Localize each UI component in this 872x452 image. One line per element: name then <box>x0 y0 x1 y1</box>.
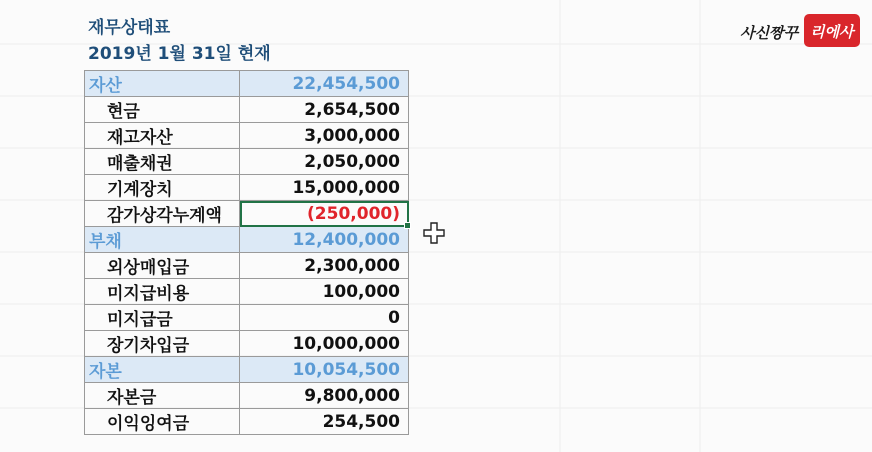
logo-text-dark: 사신짱꾸 <box>740 24 798 42</box>
row-label[interactable]: 미지급금 <box>85 305 240 331</box>
row-label[interactable]: 부채 <box>85 227 240 253</box>
row-label[interactable]: 현금 <box>85 97 240 123</box>
balance-sheet-table <box>84 70 409 435</box>
row-label[interactable]: 자본 <box>85 357 240 383</box>
row-label[interactable]: 미지급비용 <box>85 279 240 305</box>
row-value[interactable]: 100,000 <box>240 279 409 305</box>
row-label[interactable]: 감가상각누계액 <box>85 201 240 227</box>
row-value[interactable]: 2,050,000 <box>240 149 409 175</box>
table-row <box>85 279 409 305</box>
row-value[interactable]: 0 <box>240 305 409 331</box>
row-label[interactable]: 자본금 <box>85 383 240 409</box>
table-row <box>85 383 409 409</box>
row-value[interactable]: 9,800,000 <box>240 383 409 409</box>
table-row-section-equity <box>85 357 409 383</box>
row-label[interactable]: 자산 <box>85 71 240 97</box>
fill-handle[interactable] <box>404 222 411 229</box>
row-value[interactable]: 15,000,000 <box>240 175 409 201</box>
row-value[interactable]: 10,000,000 <box>240 331 409 357</box>
row-value[interactable]: 254,500 <box>240 409 409 435</box>
row-label[interactable]: 외상매입금 <box>85 253 240 279</box>
table-row <box>85 305 409 331</box>
sheet-date: 2019년 1월 31일 현재 <box>88 44 271 64</box>
selected-cell[interactable] <box>240 201 409 227</box>
table-row <box>85 253 409 279</box>
channel-logo <box>740 12 862 50</box>
table-row <box>85 97 409 123</box>
table-row <box>85 149 409 175</box>
row-label[interactable]: 장기차입금 <box>85 331 240 357</box>
row-value[interactable]: 2,654,500 <box>240 97 409 123</box>
table-row <box>85 201 409 227</box>
table-row-section-liabilities <box>85 227 409 253</box>
row-label[interactable]: 매출채권 <box>85 149 240 175</box>
row-label[interactable]: 이익잉여금 <box>85 409 240 435</box>
table-row <box>85 175 409 201</box>
table-row <box>85 123 409 149</box>
table-row <box>85 331 409 357</box>
row-label[interactable]: 기계장치 <box>85 175 240 201</box>
sheet-header <box>88 16 271 66</box>
sheet-title: 재무상태표 <box>88 18 171 38</box>
row-value: (250,000) <box>307 203 400 224</box>
row-label[interactable]: 재고자산 <box>85 123 240 149</box>
row-value[interactable]: 22,454,500 <box>240 71 409 97</box>
table-row-section-assets <box>85 71 409 97</box>
cell-select-cross-icon <box>423 222 445 244</box>
row-value[interactable]: 10,054,500 <box>240 357 409 383</box>
row-value[interactable]: 3,000,000 <box>240 123 409 149</box>
logo-text-red: 리에사 <box>810 23 854 41</box>
row-value[interactable]: 12,400,000 <box>240 227 409 253</box>
row-value[interactable]: 2,300,000 <box>240 253 409 279</box>
table-row <box>85 409 409 435</box>
